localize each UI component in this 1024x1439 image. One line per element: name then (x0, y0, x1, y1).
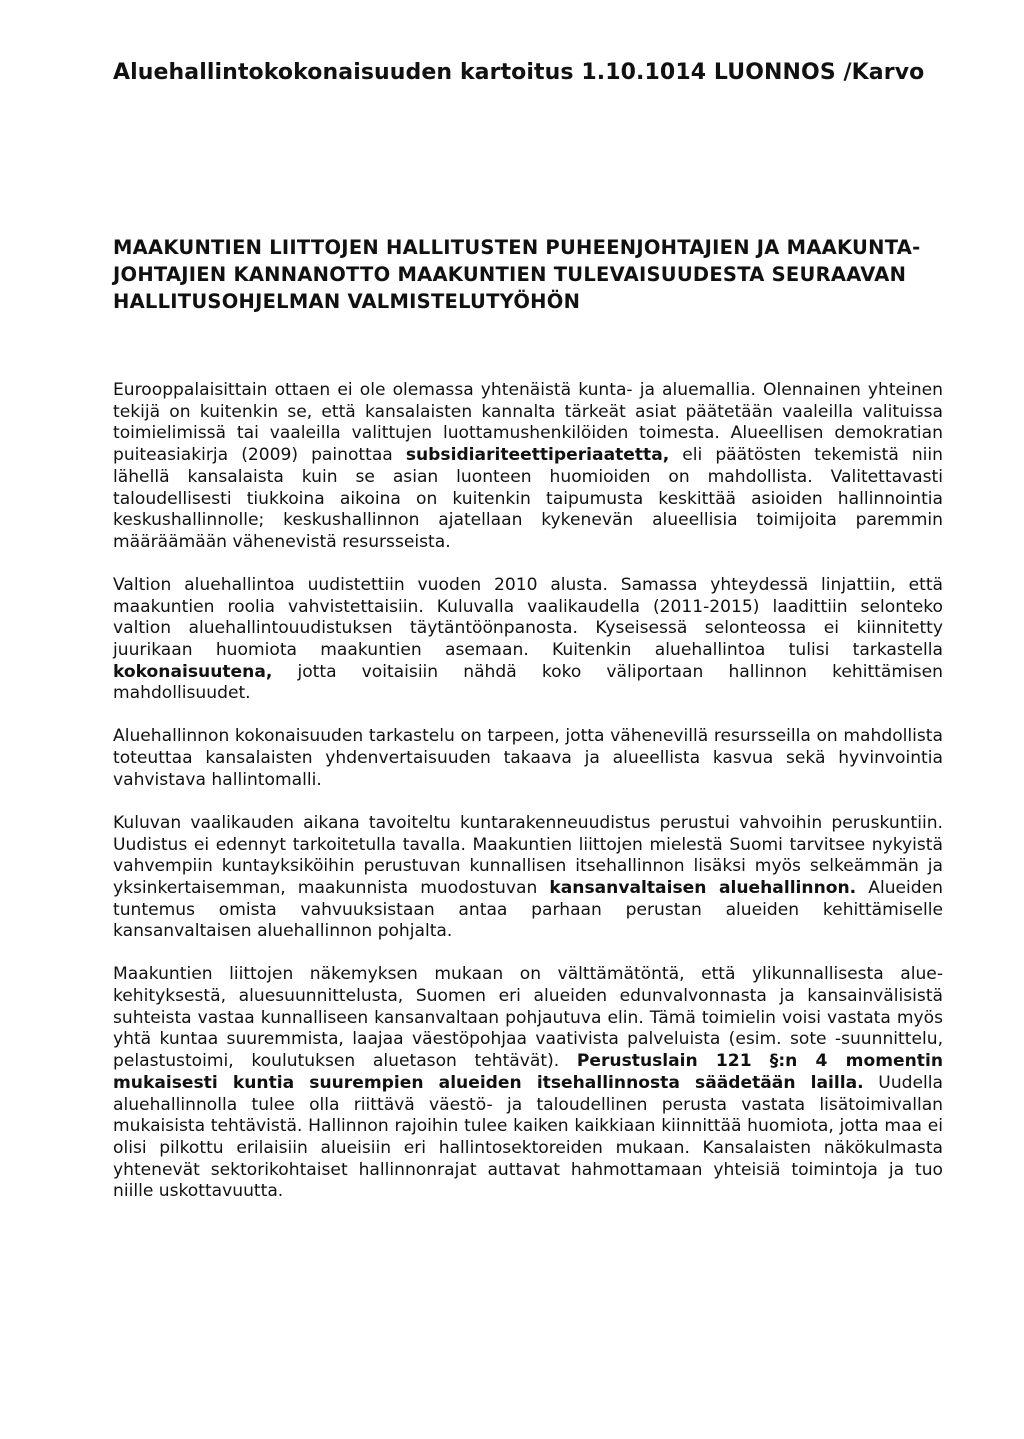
emphasis-text: subsidiariteettiperiaatetta, (405, 445, 670, 466)
document-header: Aluehallintokokonaisuuden kartoitus 1.10.1014 LUONNOS /Karvo (113, 60, 925, 85)
title-line: MAAKUNTIEN LIITTOJEN HALLITUSTEN PUHEENJOHTAJIEN JA MAAKUNTA- (113, 236, 921, 259)
paragraph-text: Aluehallinnon kokonaisuuden tarkastelu on tarpeen, jotta vähenevillä resursseilla on mahdollista toteuttaa kansalaisten yhdenvertaisuuden takaava ja alueellista kasvua sekä hyvinvointia vahvistava hallintomalli. (113, 726, 943, 790)
paragraph-text: Alueiden tuntemus omista vahvuuksistaan antaa parhaan perustan alueiden kehittämiselle kansanvaltaisen aluehallinnon pohjalta. (113, 877, 943, 942)
paragraph-text: Valtion aluehallintoa uudistettiin vuoden 2010 alusta. Samassa yhteydessä linjattiin, että maakuntien roolia vahvistettaisiin. Kuluvalla vaalikaudella (2011-2015) laadittiin selonteko valtion aluehallintouudistuksen täytäntöönpanosta. Kyseisessä selonteossa ei kiinnitetty juurikaan huomiota maakuntien asemaan. Kuitenkin aluehallintoa tulisi tarkastella (113, 574, 943, 661)
paragraph-text: jotta voitaisiin nähdä koko väliportaan hallinnon kehittämisen mahdollisuudet. (113, 661, 943, 704)
paragraph-text: Uudella aluehallinnolla tulee olla riittävä väestö- ja taloudellinen perusta vastata lisätoimivallan mukaisista tehtävistä. Hallinnon rajoihin tulee kaiken kaikkiaan kiinnittää huomiota, jotta maa ei olisi pilkottu erilaisiin alueisiin eri hallintosektoreiden mukaan. Kansalaisten näkökulmasta yhtenevät sektorikohtaiset hallinnonrajat auttavat hahmottamaan yhteisiä toimintoja ja tuo niille uskottavuutta. (113, 1072, 943, 1202)
paragraph-4 (113, 813, 943, 943)
paragraph-5 (113, 964, 943, 1203)
paragraph-3 (113, 726, 943, 791)
paragraph-1 (113, 380, 943, 554)
paragraph-2 (113, 575, 943, 705)
emphasis-text: kansanvaltaisen aluehallinnon. (549, 877, 857, 898)
paragraph-text: Maakuntien liittojen näkemyksen mukaan on välttämätöntä, että ylikunnallisesta aluekehityksestä, aluesuunnittelusta, Suomen eri alueiden edunvalvonnasta ja kansainvälisistä suhteista vastaa kunnalliseen kansanvaltaan pohjautuva elin. Tämä toimielin voisi vastata myös yhtä kuntaa suuremmista, laajaa väestöpohjaa vaativista palveluista (esim. sote -suunnittelu, pelastustoimi, koulutuksen aluetason tehtävät). (113, 964, 943, 1072)
paragraph-text: Kuluvan vaalikauden aikana tavoiteltu kuntarakenneuudistus perustui vahvoihin peruskuntiin. Uudistus ei edennyt tarkoitetulla tavalla. Maakuntien liittojen mielestä Suomi tarvitsee nykyistä vahvempiin kuntayksiköihin perustuvan kunnallisen itsehallinnon lisäksi myös selkeämmän ja yksinkertaisemman, maakunnista muodostuvan (113, 812, 943, 898)
emphasis-text: kokonaisuutena, (113, 661, 273, 682)
title-line: JOHTAJIEN KANNANOTTO MAAKUNTIEN TULEVAISUUDESTA SEURAAVAN (113, 263, 907, 286)
emphasis-text: Perustuslain 121 §:n 4 momentin mukaisesti kuntia suurempien alueiden itsehallinnosta säädetään lailla. (113, 1051, 943, 1093)
paragraph-text: eli päätösten tekemistä niin lähellä kansalaista kuin se asian luonteen huomioiden on mahdollista. Valitettavasti taloudellisesti tiukkoina aikoina on kuitenkin taipumusta keskittää asioiden hallinnointia keskushallinnolle; keskushallinnon ajatellaan kykenevän alueellisia toimijoita paremmin määräämään vähenevistä resursseista. (113, 445, 943, 552)
title-line: HALLITUSOHJELMAN VALMISTELUTYÖHÖN (113, 290, 581, 313)
paragraph-text: Eurooppalaisittain ottaen ei ole olemassa yhtenäistä kunta- ja aluemallia. Olennainen yhteinen tekijä on kuitenkin se, että kansalaisten kannalta tärkeät asiat päätetään vaaleilla valituissa toimielimissä tai vaaleilla valittujen luottamushenkilöiden toimesta. Alueellisen demokratian puiteasiakirja (2009) painottaa (113, 380, 943, 466)
document-body (113, 380, 943, 1224)
document-title (113, 234, 943, 315)
